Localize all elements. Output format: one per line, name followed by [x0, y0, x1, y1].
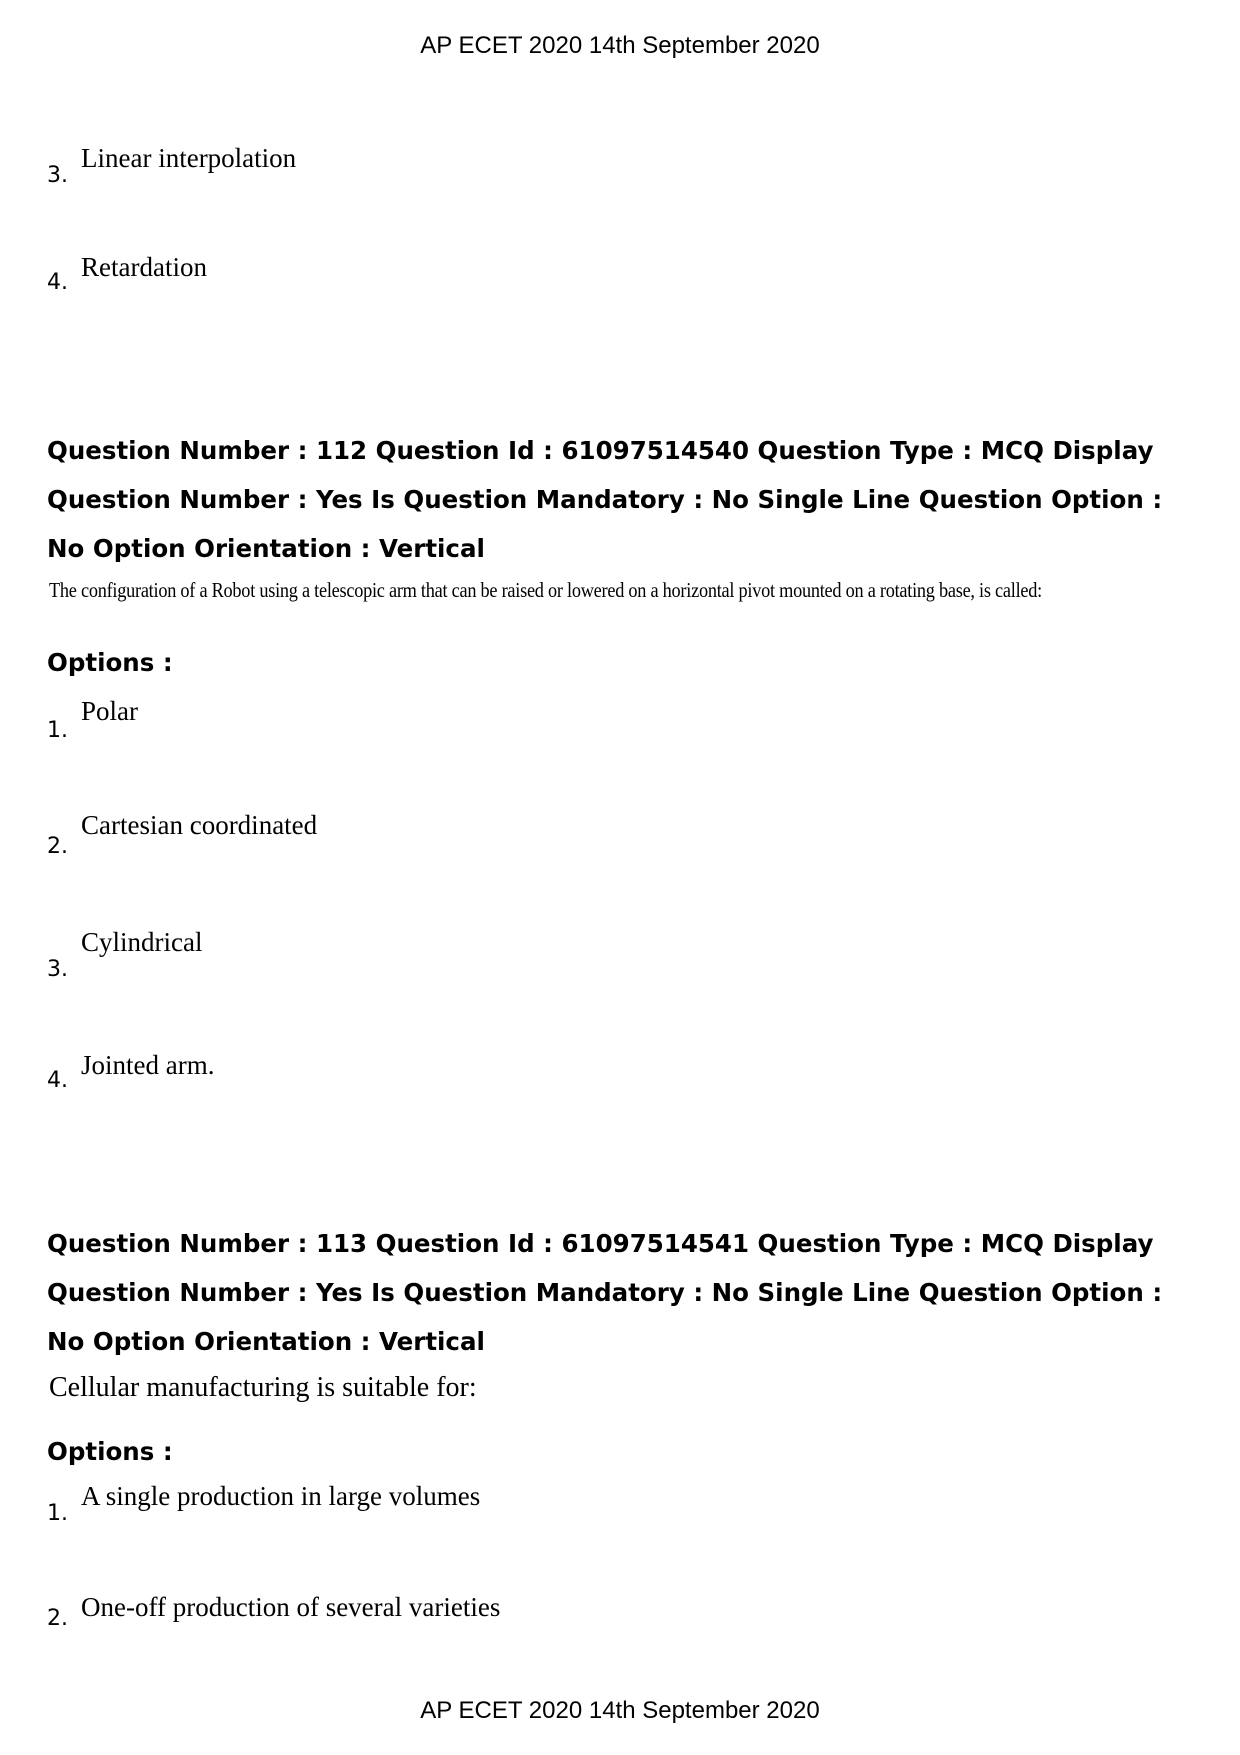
- option-number: 3.: [47, 163, 68, 188]
- option-text: Polar: [81, 696, 138, 726]
- option-text: Jointed arm.: [81, 1050, 215, 1080]
- question-meta: Question Number : 112 Question Id : 61097514540 Question Type : MCQ Display Question Number : Yes Is Question Mandatory : No Single Line Question Option : No Option Orientation : Vertical: [47, 436, 1163, 563]
- option-number: 4.: [47, 270, 68, 295]
- page-header: AP ECET 2020 14th September 2020: [420, 32, 820, 59]
- option-number: 3.: [47, 957, 68, 982]
- question-meta: Question Number : 113 Question Id : 61097514541 Question Type : MCQ Display Question Number : Yes Is Question Mandatory : No Single Line Question Option : No Option Orientation : Vertical: [47, 1229, 1163, 1356]
- options-label: Options :: [47, 648, 173, 677]
- option-number: 2.: [47, 1606, 68, 1631]
- option-text: Linear interpolation: [81, 143, 297, 173]
- option-text: A single production in large volumes: [81, 1481, 481, 1511]
- option-number: 2.: [47, 834, 68, 859]
- option-text: One-off production of several varieties: [81, 1592, 501, 1622]
- option-number: 4.: [47, 1068, 68, 1093]
- option-text: Retardation: [81, 252, 207, 282]
- option-text: Cylindrical: [81, 927, 203, 957]
- options-label: Options :: [47, 1437, 173, 1466]
- option-text: Cartesian coordinated: [81, 810, 318, 840]
- option-number: 1.: [47, 1501, 68, 1526]
- page-footer: AP ECET 2020 14th September 2020: [420, 1697, 820, 1724]
- question-text: Cellular manufacturing is suitable for:: [49, 1372, 477, 1403]
- question-text: The configuration of a Robot using a telescopic arm that can be raised or lowered on a horizontal pivot mounted on a rotating base, is called:: [49, 578, 1042, 602]
- option-number: 1.: [47, 718, 68, 743]
